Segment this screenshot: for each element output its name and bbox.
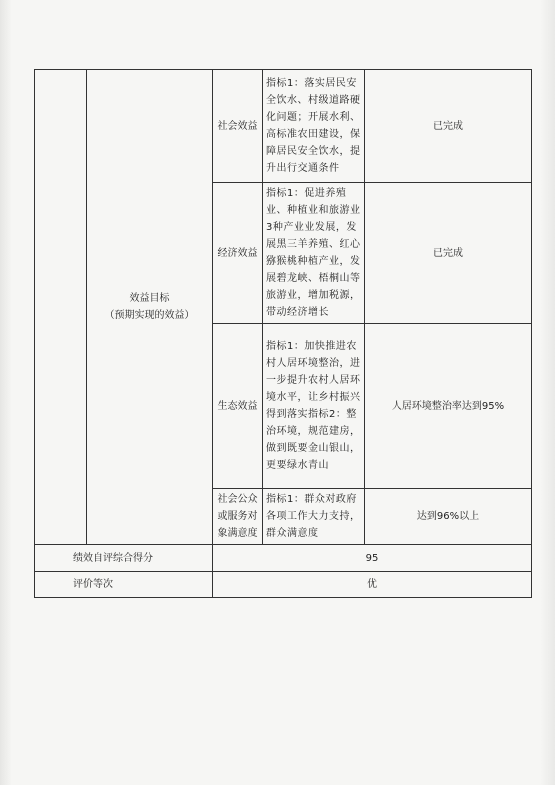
- indicator-satisfaction: 指标1：群众对政府各项工作大力支持，群众满意度: [263, 489, 365, 545]
- dimension-satisfaction: 社会公众或服务对象满意度: [213, 489, 263, 545]
- benefit-goal-sublabel: （预期实现的效益）: [104, 310, 195, 321]
- indicator-social-benefit: 指标1：落实居民安全饮水、村级道路硬化问题；开展水利、高标准农田建设，保障居民安全饮水，提升出行交通条件: [263, 70, 365, 183]
- table-row: [35, 572, 532, 598]
- result-economic-benefit: 已完成: [365, 183, 532, 324]
- table-row: [35, 70, 532, 183]
- left-blank-cell: [35, 70, 87, 545]
- benefit-goal-cell: [87, 70, 213, 545]
- score-value: 95: [213, 545, 532, 572]
- grade-value: 优: [213, 572, 532, 598]
- grade-label: 评价等次: [35, 572, 213, 598]
- result-ecological-benefit: 人居环境整治率达到95%: [365, 324, 532, 489]
- dimension-social-benefit: 社会效益: [213, 70, 263, 183]
- result-satisfaction: 达到96%以上: [365, 489, 532, 545]
- performance-evaluation-table: [34, 69, 532, 598]
- indicator-economic-benefit: 指标1：促进养殖业、种植业和旅游业3种产业业发展，发展黑三羊养殖、红心猕猴桃种植产业，发展碧龙峡、梧桐山等旅游业，增加税源，带动经济增长: [263, 183, 365, 324]
- indicator-ecological-benefit: 指标1：加快推进农村人居环境整治，进一步提升农村人居环境水平，让乡村振兴得到落实指标2：整治环境，规范建房，做到既要金山银山，更要绿水青山: [263, 324, 365, 489]
- result-social-benefit: 已完成: [365, 70, 532, 183]
- dimension-ecological-benefit: 生态效益: [213, 324, 263, 489]
- benefit-goal-label: 效益目标: [129, 293, 170, 304]
- table-row: [35, 545, 532, 572]
- score-label: 绩效自评综合得分: [35, 545, 213, 572]
- dimension-economic-benefit: 经济效益: [213, 183, 263, 324]
